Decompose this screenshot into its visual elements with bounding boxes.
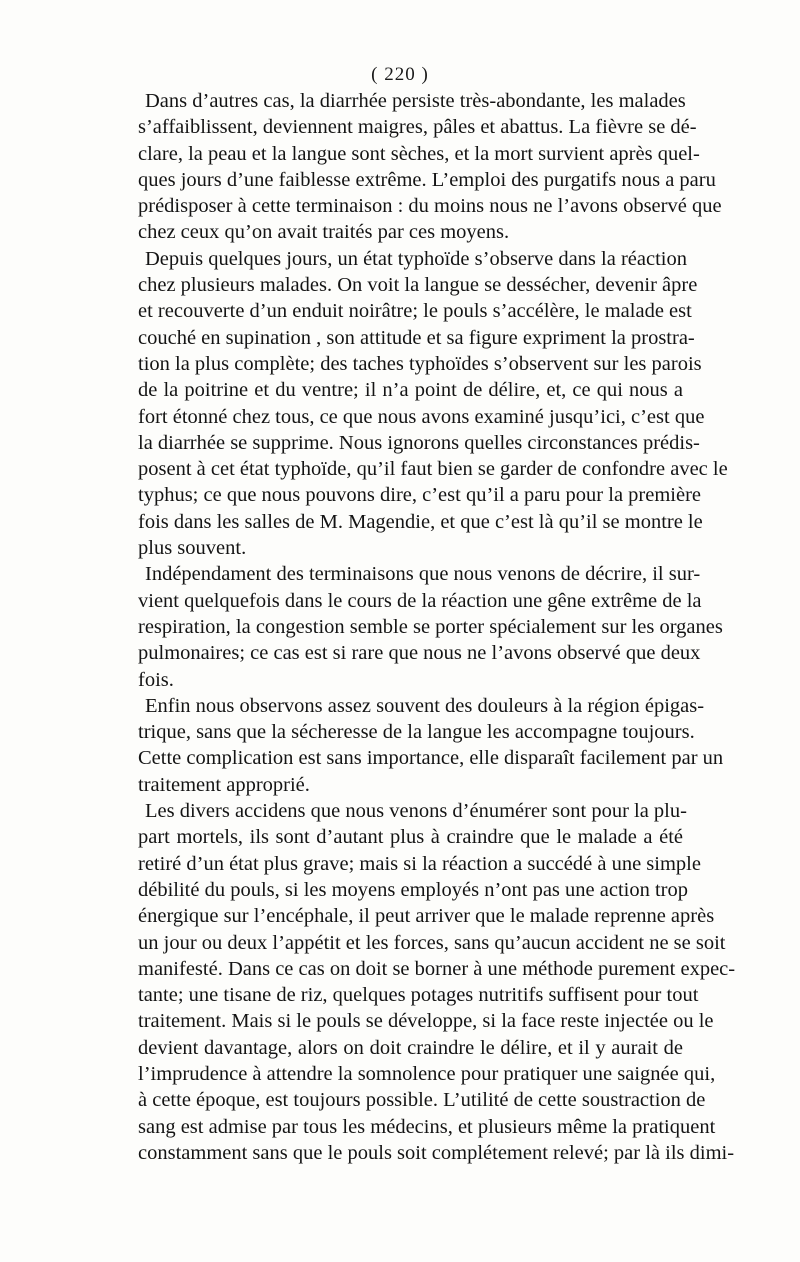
paragraph — [138, 693, 724, 798]
text-line: Depuis quelques jours, un état typhoïde s’observe dans la réaction — [145, 247, 687, 270]
text-line: chez plusieurs malades. On voit la langue se dessécher, devenir âpre — [138, 274, 698, 297]
text-line: et recouverte d’un enduit noirâtre; le pouls s’accélère, le malade est — [138, 300, 692, 323]
text-line: s’affaiblissent, deviennent maigres, pâles et abattus. La fièvre se dé- — [138, 116, 697, 139]
text-line: énergique sur l’encéphale, il peut arriver que le malade reprenne après — [138, 905, 715, 928]
text-line: tion la plus complète; des taches typhoïdes s’observent sur les parois — [138, 352, 702, 375]
paragraph — [138, 246, 728, 562]
text-line: posent à cet état typhoïde, qu’il faut bien se garder de confondre avec le — [138, 458, 728, 481]
text-line: l’imprudence à attendre la somnolence pour pratiquer une saignée qui, — [138, 1062, 716, 1085]
text-line: ques jours d’une faiblesse extrême. L’emploi des purgatifs nous a paru — [138, 168, 716, 191]
text-line: un jour ou deux l’appétit et les forces, sans qu’aucun accident ne se soit — [138, 931, 726, 954]
paragraph — [138, 561, 723, 692]
text-line: Les divers accidens que nous venons d’énumérer sont pour la plu- — [145, 800, 687, 823]
text-line: Indépendament des terminaisons que nous venons de décrire, il sur- — [145, 563, 701, 586]
text-line: vient quelquefois dans le cours de la réaction une gêne extrême de la — [138, 589, 702, 612]
text-line: respiration, la congestion semble se porter spécialement sur les organes — [138, 615, 723, 638]
paragraph — [138, 798, 736, 1166]
text-line: Dans d’autres cas, la diarrhée persiste très-abondante, les malades — [145, 90, 686, 112]
paragraph — [138, 88, 722, 246]
text-line: couché en supination , son attitude et sa figure expriment la prostra- — [138, 326, 695, 349]
text-line: fort étonné chez tous, ce que nous avons examiné jusqu’ici, c’est que — [138, 405, 705, 428]
text-line: manifesté. Dans ce cas on doit se borner à une méthode purement expec- — [138, 957, 736, 980]
text-line: fois dans les salles de M. Magendie, et que c’est là qu’il se montre le — [138, 510, 703, 533]
text-line: de la poitrine et du ventre; il n’a point de délire, et, ce qui nous a — [138, 379, 683, 402]
text-line: devient davantage, alors on doit craindre le délire, et il y aurait de — [138, 1036, 683, 1059]
text-line: Enfin nous observons assez souvent des douleurs à la région épigas- — [145, 694, 705, 717]
text-line: traitement. Mais si le pouls se développe, si la face reste injectée ou le — [138, 1010, 714, 1033]
text-line: débilité du pouls, si les moyens employés n’ont pas une action trop — [138, 878, 688, 901]
text-line: clare, la peau et la langue sont sèches, et la mort survient après quel- — [138, 142, 700, 165]
text-line: fois. — [138, 668, 174, 691]
text-line: la diarrhée se supprime. Nous ignorons quelles circonstances prédis- — [138, 431, 700, 454]
text-line: prédisposer à cette terminaison : du moins nous ne l’avons observé que — [138, 195, 722, 218]
text-line: sang est admise par tous les médecins, et plusieurs même la pratiquent — [138, 1115, 716, 1138]
text-line: Cette complication est sans importance, elle disparaît facilement par un — [138, 747, 724, 770]
text-line: à cette époque, est toujours possible. L’utilité de cette soustraction de — [138, 1089, 706, 1112]
page-number: ( 220 ) — [371, 64, 429, 85]
text-line: plus souvent. — [138, 537, 247, 560]
text-line: chez ceux qu’on avait traités par ces moyens. — [138, 221, 510, 244]
text-line: trique, sans que la sécheresse de la langue les accompagne toujours. — [138, 721, 695, 744]
text-line: tante; une tisane de riz, quelques potages nutritifs suffisent pour tout — [138, 984, 699, 1007]
body-text — [138, 88, 736, 1166]
text-line: part mortels, ils sont d’autant plus à craindre que le malade a été — [138, 826, 683, 849]
text-line: traitement approprié. — [138, 773, 310, 796]
text-line: typhus; ce que nous pouvons dire, c’est qu’il a paru pour la première — [138, 484, 702, 507]
text-line: constamment sans que le pouls soit complétement relevé; par là ils dimi- — [138, 1141, 735, 1164]
text-line: retiré d’un état plus grave; mais si la réaction a succédé à une simple — [138, 852, 701, 875]
text-line: pulmonaires; ce cas est si rare que nous ne l’avons observé que deux — [138, 642, 701, 665]
